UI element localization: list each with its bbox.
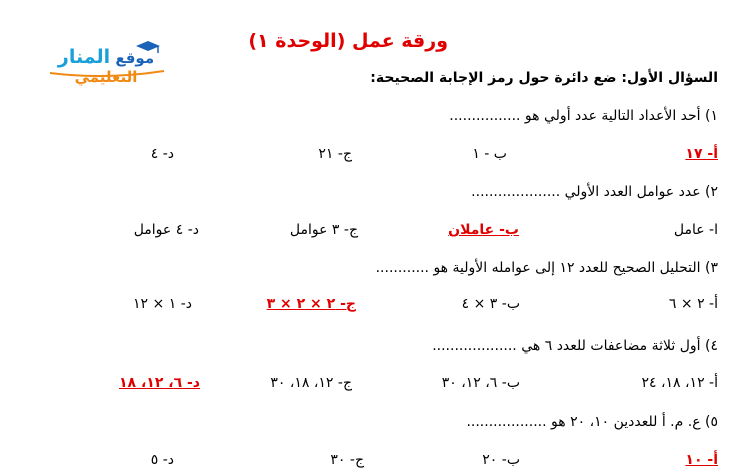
question-2-option-c: ج- ٣ عوامل	[289, 222, 358, 238]
question-1-option-a: أ- ١٧	[685, 146, 718, 162]
question-1-stem: ١) أحد الأعداد التالية عدد أولي هو ................	[449, 108, 718, 124]
question-1-option-d: د- ٤	[150, 146, 174, 162]
question-3-stem: ٣) التحليل الصحيح للعدد ١٢ إلى عوامله الأولية هو ............	[375, 260, 718, 276]
question-5-option-d: د- ٥	[150, 452, 174, 468]
question-1-option-b: ب - ١	[472, 146, 507, 162]
question-3-option-a: أ- ٢ × ٦	[668, 296, 718, 312]
question-2-stem: ٢) عدد عوامل العدد الأولي ....................	[471, 184, 718, 200]
section-heading: السؤال الأول: ضع دائرة حول رمز الإجابة الصحيحة:	[370, 70, 718, 86]
question-4-option-d: د- ٦، ١٢، ١٨	[118, 375, 200, 391]
question-4-option-b: ب- ٦، ١٢، ٣٠	[441, 375, 520, 391]
question-4-stem: ٤) أول ثلاثة مضاعفات للعدد ٦ هي ...................	[432, 338, 718, 354]
question-3-option-d: د- ١ × ١٢	[133, 296, 192, 312]
question-4-option-c: ج- ١٢، ١٨، ٣٠	[270, 375, 352, 391]
worksheet-title: ورقة عمل (الوحدة ١)	[248, 30, 448, 52]
question-5-option-a: أ- ١٠	[685, 452, 718, 468]
question-1-option-c: ج- ٢١	[318, 146, 352, 162]
question-2-option-a: ا- عامل	[673, 222, 718, 238]
question-4-option-a: أ- ١٢، ١٨، ٢٤	[641, 375, 718, 391]
question-5-stem: ٥) ع. م. أ للعددين ١٠، ٢٠ هو ..................	[466, 414, 718, 430]
logo-text	[36, 46, 176, 86]
site-logo	[36, 40, 176, 86]
logo-word-name: المنار	[57, 46, 111, 68]
question-5-option-b: ب- ٢٠	[482, 452, 520, 468]
question-3-option-c: ج- ٢ × ٢ × ٣	[266, 296, 356, 312]
question-3-option-b: ب- ٣ × ٤	[461, 296, 520, 312]
logo-word-site: موقع	[115, 49, 155, 67]
question-2-option-d: د- ٤ عوامل	[133, 222, 199, 238]
question-2-option-b: ب- عاملان	[448, 222, 519, 238]
question-5-option-c: ج- ٣٠	[330, 452, 364, 468]
logo-word-edu: التعليمي	[74, 68, 138, 86]
